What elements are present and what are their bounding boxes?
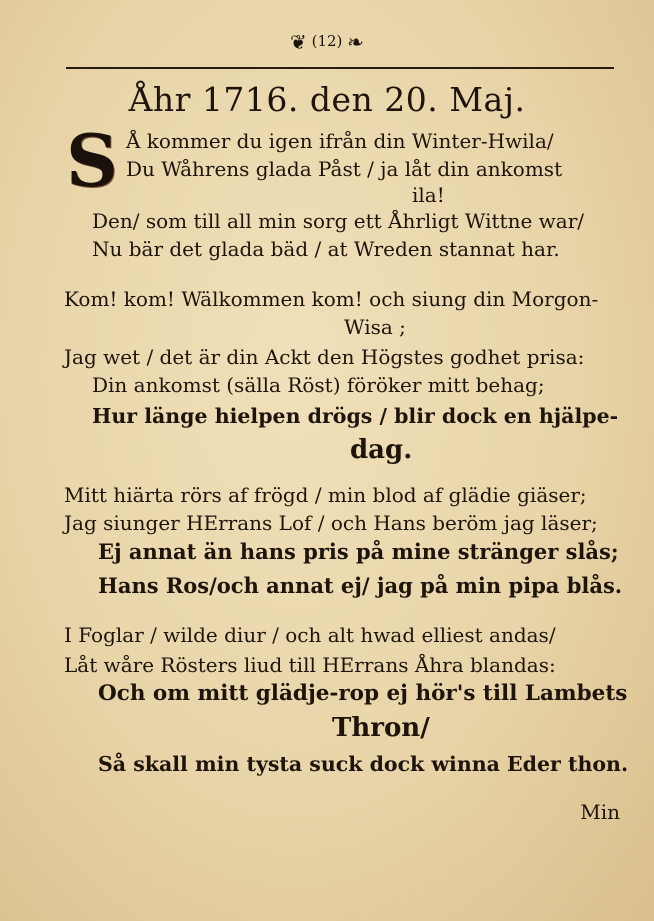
verse-line: Nu bär det glada bäd / at Wreden stannat har. [92, 237, 560, 261]
verse-line: Thron/ [332, 713, 430, 743]
verse-line: I Foglar / wilde diur / och alt hwad elliest andas/ [64, 623, 556, 647]
verse-line: Den/ som till all min sorg ett Åhrligt Wittne war/ [92, 209, 584, 233]
verse-line: Ej annat än hans pris på mine stränger slås; [98, 539, 619, 564]
verse-line: Kom! kom! Wälkommen kom! och siung din Morgon- [64, 287, 599, 311]
page-header [0, 30, 654, 54]
verse-line: Så skall min tysta suck dock winna Eder thon. [98, 752, 629, 776]
verse-line: dag. [350, 435, 413, 465]
verse-line: Jag siunger HErrans Lof / och Hans beröm jag läser; [64, 511, 598, 535]
verse-line: Hur länge hielpen drögs / blir dock en hjälpe- [92, 404, 619, 428]
drop-cap: S [66, 118, 118, 203]
verse-line: Din ankomst (sälla Röst) föröker mitt behag; [92, 373, 545, 397]
verse-line: Mitt hiärta rörs af frögd / min blod af glädie giäser; [64, 483, 587, 507]
verse-line: Låt wåre Rösters liud till HErrans Åhra blandas: [64, 653, 556, 677]
verse-line: Jag wet / det är din Ackt den Högstes godhet prisa: [64, 345, 585, 369]
fleuron-right-icon: ❧ [347, 30, 364, 54]
verse-line: Du Wåhrens glada Påst / ja låt din ankomst [126, 157, 563, 181]
fleuron-left-icon: ❦ [290, 30, 307, 54]
verse-line: Wisa ; [344, 315, 406, 339]
catchword: Min [580, 800, 620, 824]
verse-line: Och om mitt glädje-rop ej hör's till Lambets [98, 681, 628, 706]
page-number: (12) [311, 32, 343, 50]
verse-line: Hans Ros/och annat ej/ jag på min pipa blås. [98, 573, 623, 598]
header-rule [66, 67, 614, 69]
verse-line: ila! [412, 183, 445, 207]
verse-line: Å kommer du igen ifrån din Winter-Hwila/ [126, 129, 554, 153]
poem-title: Åhr 1716. den 20. Maj. [128, 80, 526, 119]
